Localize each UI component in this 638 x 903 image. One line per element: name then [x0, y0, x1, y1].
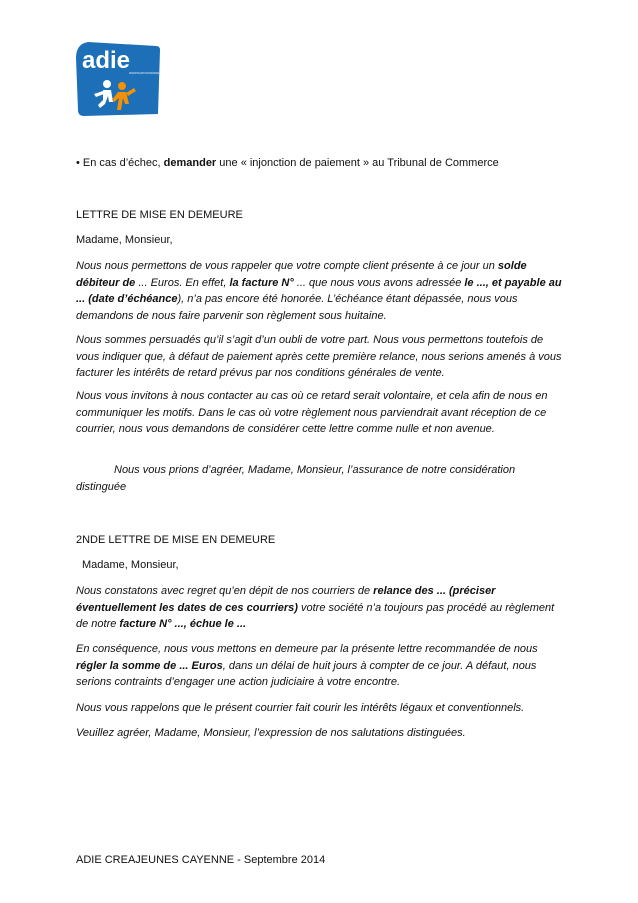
text-run: ... que nous vous avons adressée: [293, 276, 465, 289]
text-run: votre société n’a toujours pas procédé au règlement de notre: [76, 601, 555, 630]
logo-brand: adie: [82, 47, 131, 74]
letter1-paragraph-3: Nous vous invitons à nous contacter au cas où ce retard serait volontaire, et cela afin de nous en communiquer les motifs. Dans le cas où votre règlement nous parviendrait avant réception de ce courrier, nous vous demandons de considérer cette lettre comme nulle et non avenue.: [76, 390, 548, 435]
text-run: ), n’a pas encore été honorée. L’échéance étant dépassée, nous vous demandons de nous faire parvenir son règlement sous huitaine.: [76, 293, 518, 322]
letter1-paragraph-2: Nous sommes persuadés qu’il s’agit d’un oubli de votre part. Nous vous permettons toutefois de vous indiquer que, à défaut de paiement après cette première relance, nous serions amenés à vous facturer les intérêts de retard prévus par nos conditions générales de vente.: [76, 334, 562, 379]
closing-text: Nous vous prions d’agréer, Madame, Monsieur, l’assurance de notre considération distinguée: [76, 464, 516, 493]
letter2-salutation: Madame, Monsieur,: [82, 559, 179, 571]
text-run-bold: solde débiteur de: [76, 260, 527, 289]
bullet-text-1: En cas d’échec,: [82, 157, 161, 169]
letter1-heading: LETTRE DE MISE EN DEMEURE: [76, 209, 243, 221]
letter2-paragraph-2: [76, 641, 566, 691]
bullet-text-bold: demander: [163, 157, 217, 169]
bullet-symbol: •: [76, 157, 80, 169]
letter1-paragraph-1: [76, 258, 566, 324]
text-run-bold: facture N° ..., échue le ...: [119, 618, 247, 630]
text-run: Nous constatons avec regret qu’en dépit de nos courriers de: [76, 585, 374, 597]
letter2-closing: Veuillez agréer, Madame, Monsieur, l’expression de nos salutations distinguées.: [76, 727, 466, 739]
text-run: , dans un délai de huit jours à compter de ce jour. A défaut, nous serions contraints d’engager une action judiciaire à votre encontre.: [76, 659, 537, 688]
letter2-paragraph-3: Nous vous rappelons que le présent courrier fait courir les intérêts légaux et conventionnels.: [76, 702, 525, 714]
text-run-bold: régler la somme de ... Euros: [76, 659, 223, 672]
bullet-text-2: une « injonction de paiement » au Tribunal de Commerce: [219, 157, 499, 169]
adie-logo: [74, 38, 216, 118]
letter1-salutation: Madame, Monsieur,: [76, 234, 173, 246]
text-run: En conséquence, nous vous mettons en demeure par la présente lettre recommandée de nous: [76, 643, 538, 655]
letter2-heading: 2NDE LETTRE DE MISE EN DEMEURE: [76, 534, 276, 546]
text-run-bold: le ..., et payable au ... (date d’échéance: [76, 276, 562, 305]
page-footer: ADIE CREAJEUNES CAYENNE - Septembre 2014: [76, 854, 326, 866]
logo-tagline: ASSOCIATION POUR LE DROIT À L'INITIATIVE ÉCONOMIQUE: [129, 71, 216, 75]
text-run: ... Euros. En effet,: [135, 276, 230, 289]
letter1-closing: [76, 462, 566, 495]
adie-logo-graphic: [74, 38, 216, 118]
text-run-bold: relance des ... (préciser éventuellement les dates de ces courriers): [76, 585, 496, 614]
text-run-bold: la facture N°: [229, 276, 294, 289]
text-run: Nous nous permettons de vous rappeler que votre compte client présente à ce jour un: [76, 260, 498, 272]
letter2-paragraph-1: [76, 583, 566, 633]
bullet-instruction: [76, 155, 566, 172]
